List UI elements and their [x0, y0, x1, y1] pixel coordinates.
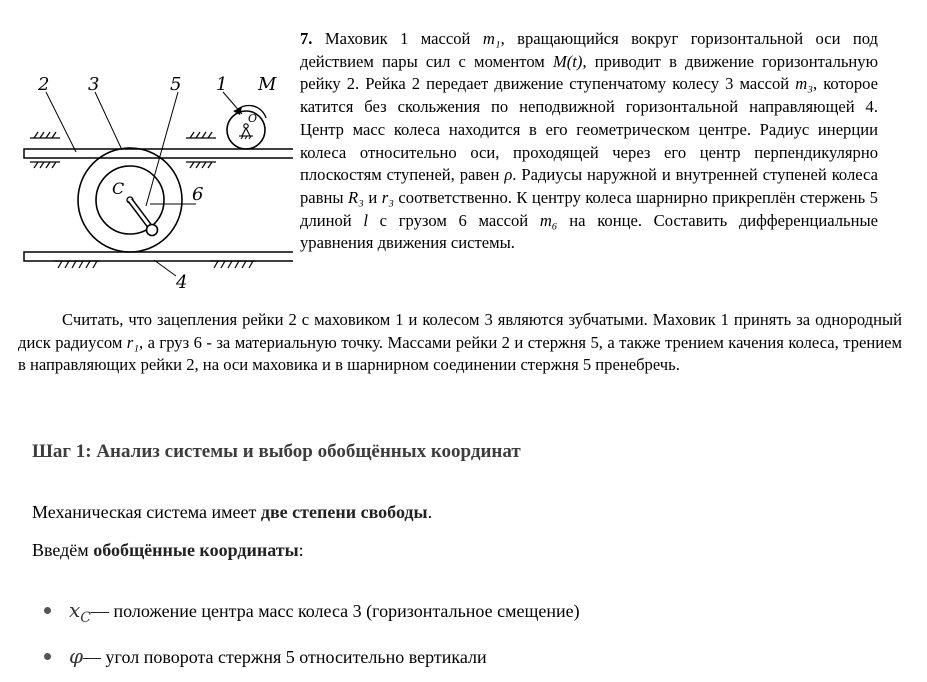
mechanism-figure: [18, 70, 293, 295]
text-span: :: [298, 540, 304, 560]
text-span: Считать, что зацепления рейки 2 с маховиком 1 и колесом 3 являются зубчатыми. Маховик 1 принять за однородный диск радиусом: [18, 310, 902, 352]
bullet-dot-icon: [44, 607, 51, 614]
var-mt: M(t): [552, 51, 583, 71]
var-rho: ρ: [504, 165, 513, 185]
label-3: 3: [88, 74, 100, 95]
flywheel-axle-icon: [239, 124, 253, 139]
text-span: , вращающийся вокруг горизонтальной оси под действием пары сил с моментом: [300, 29, 878, 71]
coords-intro: [32, 540, 304, 561]
load-6: [147, 225, 158, 236]
label-6: 6: [192, 184, 204, 205]
label-o: O: [248, 112, 258, 125]
var-m6: m₆: [539, 210, 558, 230]
coords-bold: обобщённые координаты: [93, 540, 299, 560]
label-c: C: [112, 179, 125, 198]
text-span: Маховик 1 массой: [312, 29, 483, 48]
text-span: соответственно. К центру колеса шарнирно прикреплён стержень 5 длиной: [300, 187, 878, 230]
coord-description: — угол поворота стержня 5 относительно вертикали: [83, 647, 487, 667]
step-title: Шаг 1: Анализ системы и выбор обобщённых координат: [32, 441, 521, 462]
label-1: 1: [216, 74, 228, 95]
text-span: . Радиусы наружной и внутренней ступеней колеса равны: [300, 165, 878, 207]
problem-text-assumptions: [18, 309, 902, 377]
problem-text-main: [300, 28, 878, 255]
dof-bold: две степени свободы: [260, 502, 428, 522]
bullet-dot-icon: [44, 653, 51, 660]
list-item: [44, 644, 487, 668]
text-span: с грузом 6 массой: [367, 210, 540, 230]
coord-description: — положение центра масс колеса 3 (горизонтальное смещение): [91, 601, 580, 621]
label-2: 2: [38, 74, 50, 95]
list-item: [44, 598, 580, 626]
var-l: l: [363, 210, 368, 230]
var-r1: r₁: [126, 332, 140, 352]
var-m3: m₃: [795, 74, 813, 94]
text-span: .: [427, 502, 433, 522]
var-m1: m₁: [482, 29, 501, 48]
coord-symbol: $x_C$: [69, 598, 91, 626]
label-4: 4: [176, 272, 188, 293]
text-span: на конце. Составить дифференциальные уравнения движения системы.: [300, 210, 879, 253]
coord-symbol: φ: [69, 644, 84, 668]
label-5: 5: [170, 74, 182, 95]
label-m: M: [258, 74, 277, 95]
text-span: и: [363, 187, 382, 207]
text-span: , а груз 6 - за материальную точку. Массами рейки 2 и стержня 5, а также трением качения колеса, трением в направляющих рейки 2, на оси маховика и в шарнирном соединении стержня 5 пренебречь.: [18, 332, 902, 375]
var-r3-outer: R₃: [348, 187, 364, 207]
flywheel-1: [227, 111, 265, 149]
guide-4: [24, 252, 293, 261]
text-span: Введём: [32, 540, 94, 560]
problem-number: 7.: [300, 29, 313, 48]
text-span: Механическая система имеет: [32, 502, 261, 522]
var-r3-inner: r₃: [381, 187, 394, 207]
text-span: , приводит в движение горизонтальную рейку 2. Рейка 2 передает движение ступенчатому колесу 3 массой: [300, 51, 878, 94]
dof-statement: [32, 502, 432, 523]
text-span: , которое катится без скольжения по неподвижной горизонтальной направляющей 4. Центр масс колеса находится в его геометрическом центре. Радиус инерции колеса относительно оси, проходящей через его центр перпендикулярно плоскостям ступеней, равен: [300, 74, 878, 185]
